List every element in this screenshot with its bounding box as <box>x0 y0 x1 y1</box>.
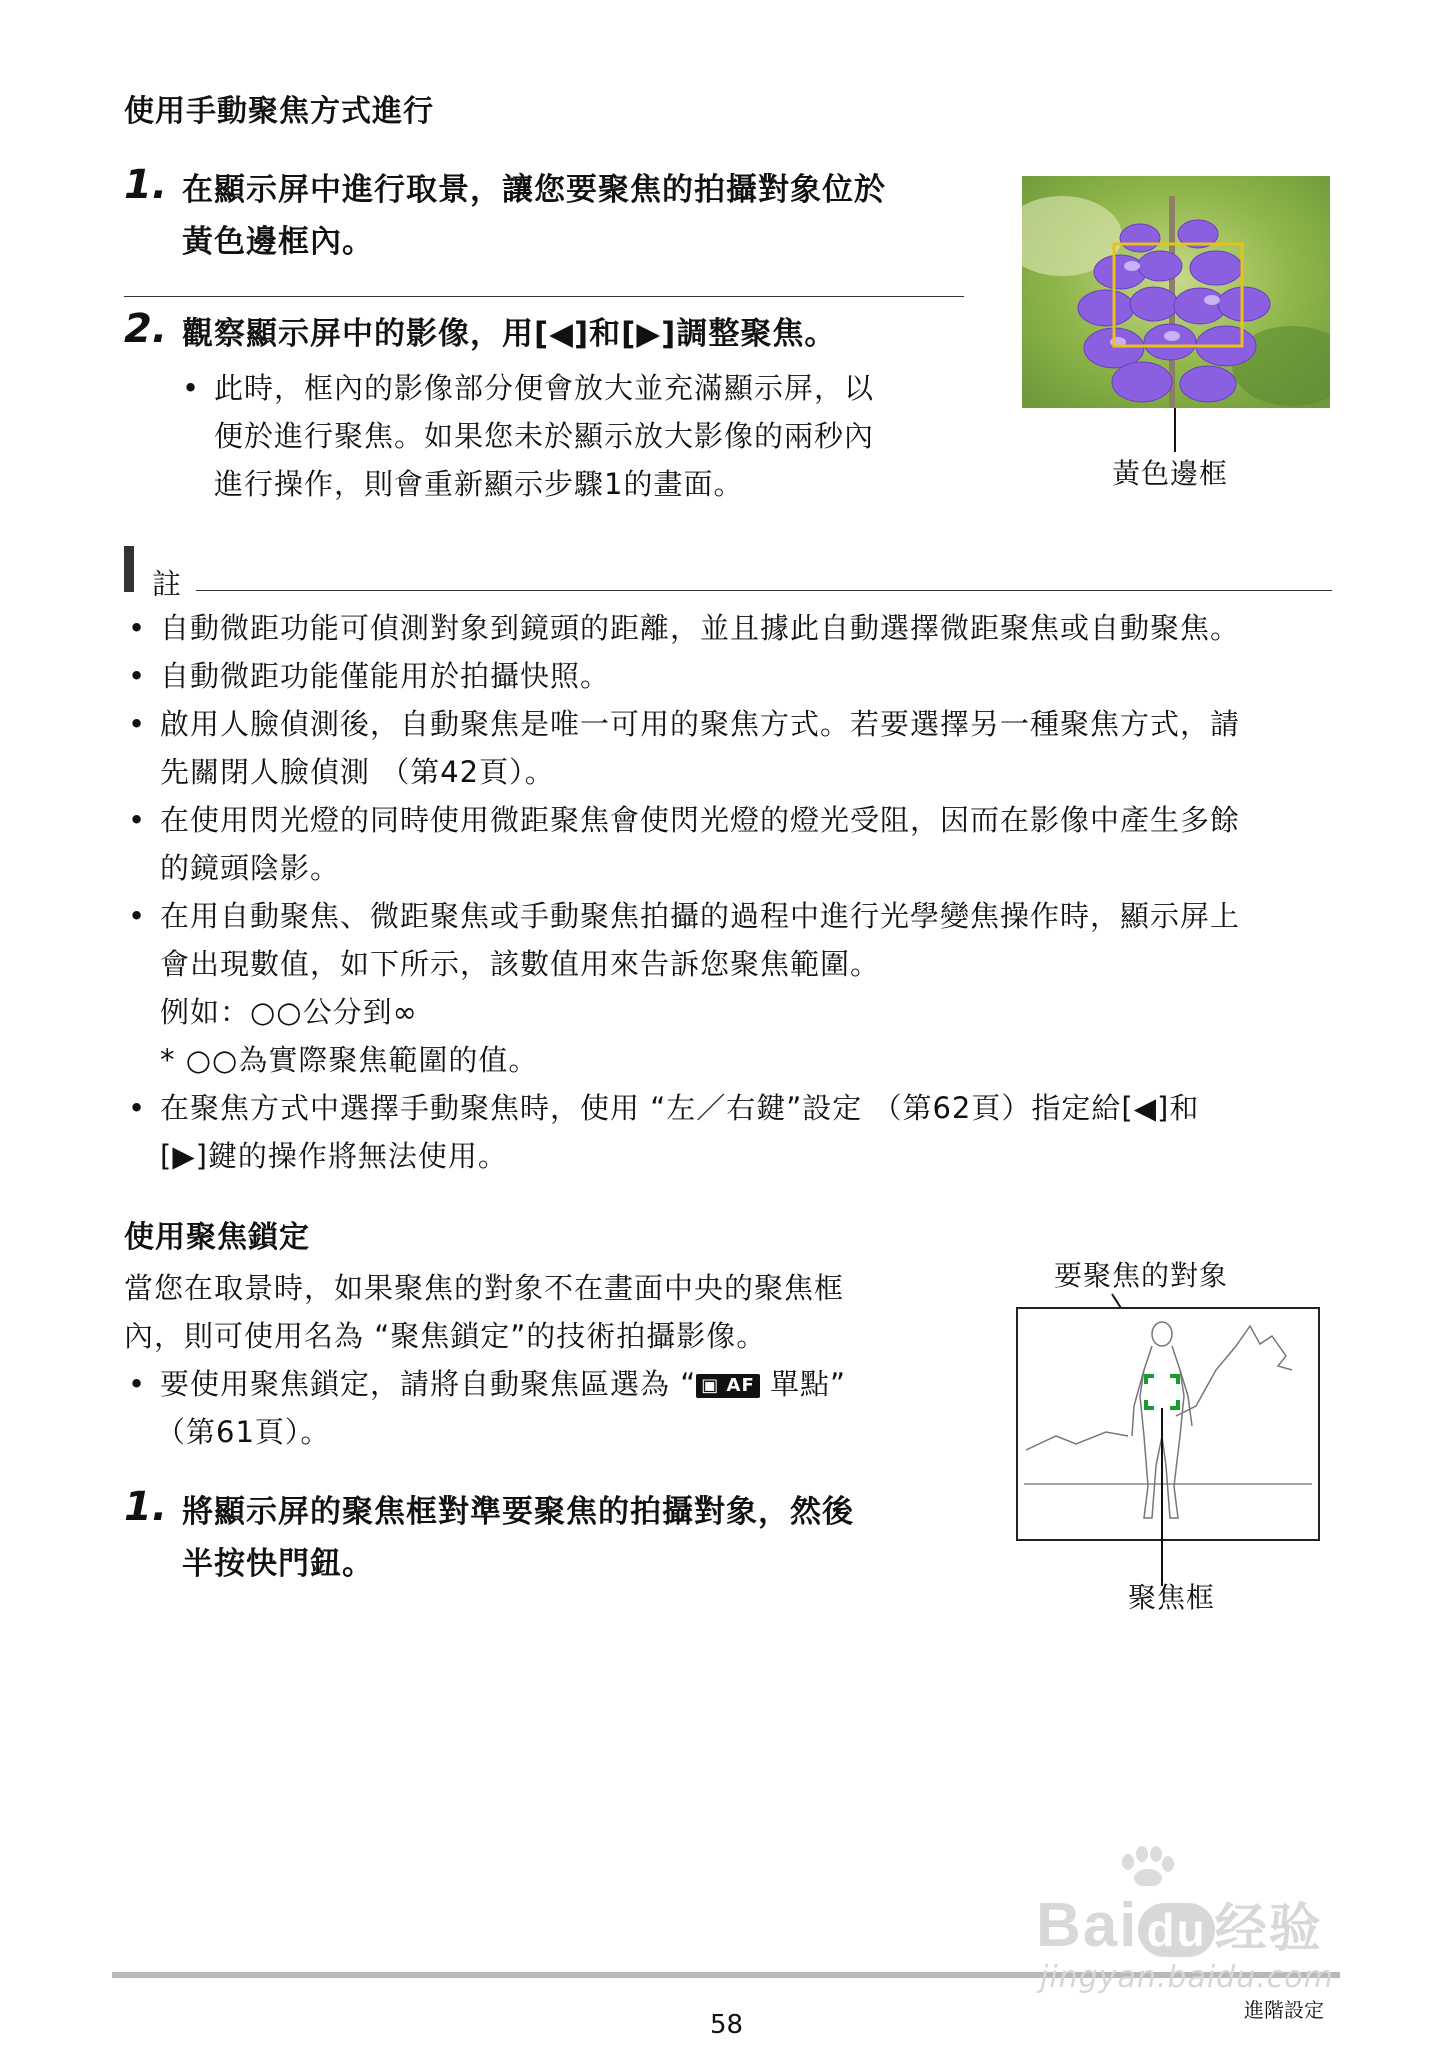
step1-line1: 在顯示屏中進行取景，讓您要聚焦的拍攝對象位於 <box>182 172 886 208</box>
watermark-brand: 经验 <box>1214 1900 1323 1958</box>
note-label: 註 <box>152 567 182 601</box>
note-list <box>160 604 1340 1180</box>
focus-lock-step1 <box>182 1486 854 1590</box>
spot-af-icon: ▣ AF <box>696 1374 760 1398</box>
note-item-line: • 自動微距功能可偵測對象到鏡頭的距離，並且據此自動選擇微距聚焦或自動聚焦。 <box>160 611 1241 645</box>
flower-photo <box>1022 176 1330 408</box>
watermark-url: jingyan.baidu.com <box>1040 1960 1334 1995</box>
step2-bullet-line2: 便於進行聚焦。如果您未於顯示放大影像的兩秒內 <box>214 419 875 453</box>
focus-lock-illustration <box>1016 1286 1320 1626</box>
focus-lock-bullet <box>156 1360 847 1456</box>
intro-line1: 當您在取景時，如果聚焦的對象不在畫面中央的聚焦框 <box>124 1271 845 1305</box>
note-item-line: • 在使用閃光燈的同時使用微距聚焦會使閃光燈的燈光受阻，因而在影像中產生多餘 <box>160 803 1241 837</box>
intro-line2: 內，則可使用名為 “聚焦鎖定”的技術拍攝影像。 <box>124 1319 767 1353</box>
note-item-line: 先關閉人臉偵測 （第42頁）。 <box>160 755 555 789</box>
section-title-focus-lock: 使用聚焦鎖定 <box>124 1220 310 1255</box>
note-item-line: • 在用自動聚焦、微距聚焦或手動聚焦拍攝的過程中進行光學變焦操作時，顯示屏上 <box>160 899 1241 933</box>
step-number: 1. <box>124 1484 168 1530</box>
step-number: 2. <box>124 306 168 352</box>
divider <box>124 296 964 297</box>
note-item-line: 的鏡頭陰影。 <box>160 851 341 885</box>
note-item <box>160 604 1340 652</box>
note-item-line: • 自動微距功能僅能用於拍攝快照。 <box>160 659 611 693</box>
section-title-manual-focus: 使用手動聚焦方式進行 <box>124 94 434 129</box>
bullet-text: 要使用聚焦鎖定，請將自動聚焦區選為 “ <box>160 1367 697 1401</box>
paw-icon <box>1116 1846 1176 1886</box>
step1-line2: 黃色邊框內。 <box>182 224 374 260</box>
watermark-brand: Bai <box>1036 1891 1139 1960</box>
note-footnote: * ○○為實際聚焦範圍的值。 <box>160 1043 539 1077</box>
note-item <box>160 652 1340 700</box>
label-focus-frame: 聚焦框 <box>1128 1581 1216 1614</box>
baidu-watermark <box>1036 1886 1323 1961</box>
note-item-line: [▶]鍵的操作將無法使用。 <box>160 1139 508 1173</box>
focus-lock-step1-line2: 半按快門鈕。 <box>182 1546 374 1582</box>
focus-lock-bullet-line2: （第61頁）。 <box>156 1415 331 1449</box>
note-item-line: • 啟用人臉偵測後，自動聚焦是唯一可用的聚焦方式。若要選擇另一種聚焦方式，請 <box>160 707 1241 741</box>
step2-bullet <box>214 364 874 508</box>
focus-lock-step1-line1: 將顯示屏的聚焦框對準要聚焦的拍攝對象，然後 <box>182 1494 854 1530</box>
note-item <box>160 796 1340 892</box>
note-item <box>160 892 1340 988</box>
note-item <box>160 700 1340 796</box>
label-subject: 要聚焦的對象 <box>1054 1259 1229 1292</box>
note-item-line: 會出現數值，如下所示，該數值用來告訴您聚焦範圍。 <box>160 947 881 981</box>
note-item <box>160 1084 1340 1180</box>
note-rule <box>196 590 1332 591</box>
bullet-text: 單點” <box>759 1367 847 1401</box>
figure-caption-yellow-frame: 黃色邊框 <box>1112 457 1229 490</box>
step2-bullet-line1: • 此時，框內的影像部分便會放大並充滿顯示屏，以 <box>214 364 874 412</box>
caption-leader-line <box>1174 408 1176 452</box>
step2-title: 觀察顯示屏中的影像，用[◀]和[▶]調整聚焦。 <box>182 316 837 352</box>
watermark-brand-badge: du <box>1138 1903 1214 1957</box>
focus-lock-bullet-line1 <box>160 1360 846 1408</box>
step2-bullet-line3: 進行操作，則會重新顯示步驟1的畫面。 <box>214 467 744 501</box>
step-number: 1. <box>124 162 168 208</box>
step1-text <box>182 164 886 268</box>
note-item-line: • 在聚焦方式中選擇手動聚焦時，使用 “左／右鍵”設定 （第62頁）指定給[◀]和 <box>160 1091 1200 1125</box>
note-example: 例如：○○公分到∞ <box>160 995 418 1029</box>
spot-af-badge-text: AF <box>726 1375 755 1396</box>
note-marker <box>124 546 134 592</box>
footer-section-name: 進階設定 <box>1244 1998 1324 2022</box>
page-number: 58 <box>710 2010 744 2040</box>
focus-lock-intro <box>124 1264 844 1360</box>
